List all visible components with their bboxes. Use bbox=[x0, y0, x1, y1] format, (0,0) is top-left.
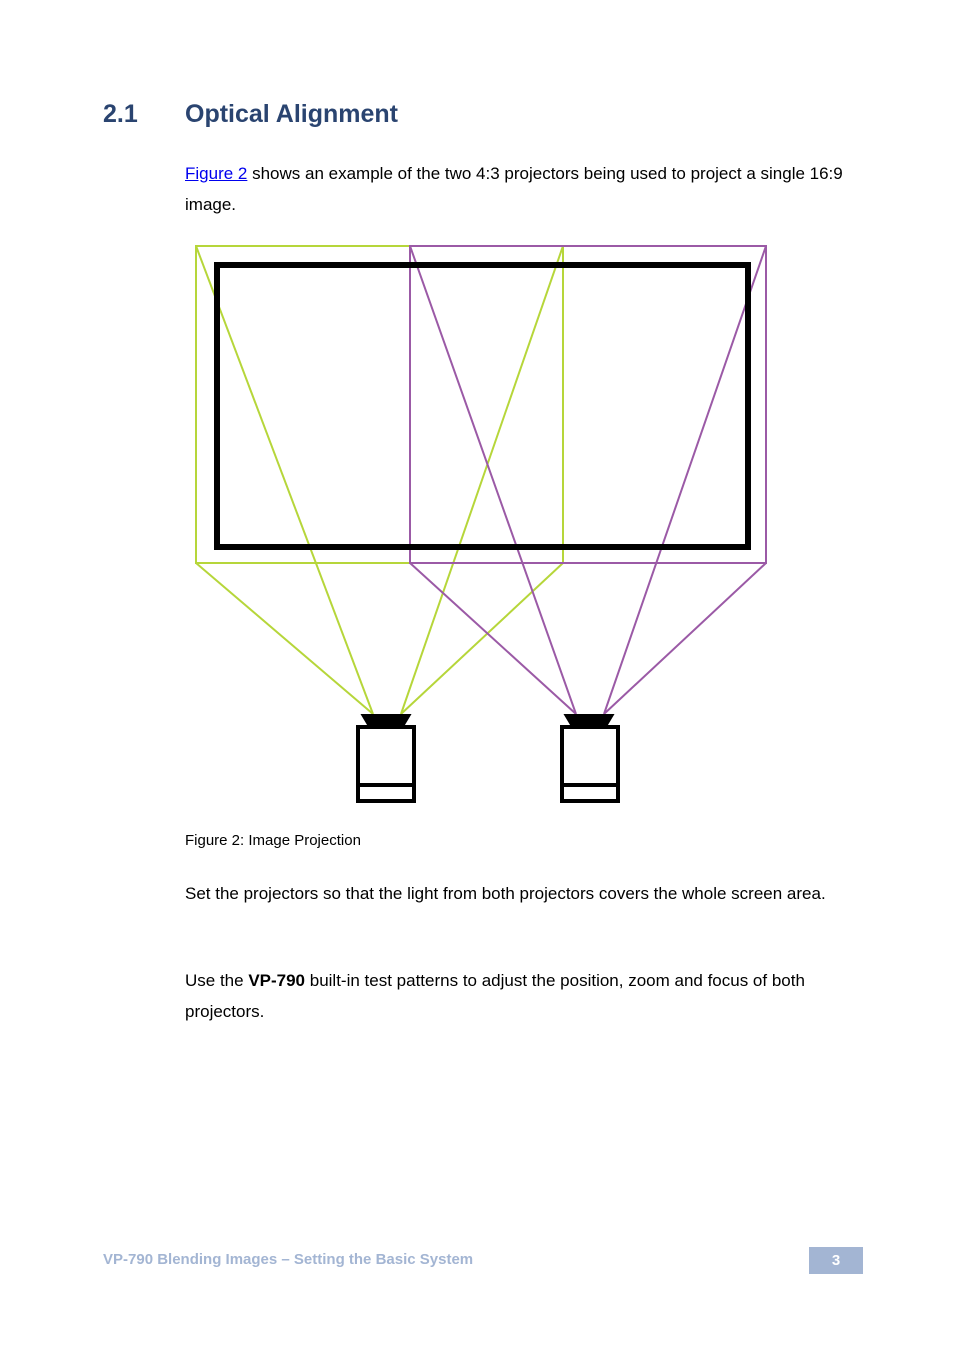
paragraph-test-patterns bbox=[185, 965, 865, 1027]
page-number: 3 bbox=[809, 1247, 863, 1274]
right-projector-beam bbox=[410, 246, 766, 714]
paragraph-set-projectors: Set the projectors so that the light from both projectors covers the whole screen area. bbox=[185, 884, 826, 903]
right-projector-icon bbox=[562, 716, 618, 801]
intro-paragraph bbox=[185, 158, 865, 220]
screen-frame bbox=[217, 265, 748, 547]
footer-title: VP-790 Blending Images – Setting the Basic System bbox=[103, 1251, 474, 1268]
section-title: Optical Alignment bbox=[185, 100, 398, 128]
section-number: 2.1 bbox=[103, 100, 138, 128]
para3-before: Use the bbox=[185, 971, 249, 990]
left-projector-icon bbox=[358, 716, 414, 801]
intro-text: shows an example of the two 4:3 projectors being used to project a single 16:9 image. bbox=[185, 164, 843, 214]
projection-figure bbox=[180, 232, 780, 812]
para3-after: built-in test patterns to adjust the position, zoom and focus of both projectors. bbox=[185, 971, 805, 1021]
right-projection-area bbox=[410, 246, 766, 563]
section-heading bbox=[103, 100, 398, 129]
figure-link[interactable]: Figure 2 bbox=[185, 164, 248, 183]
left-projector-beam bbox=[196, 246, 563, 714]
product-name: VP-790 bbox=[248, 971, 306, 990]
figure-caption: Figure 2: Image Projection bbox=[185, 832, 361, 849]
